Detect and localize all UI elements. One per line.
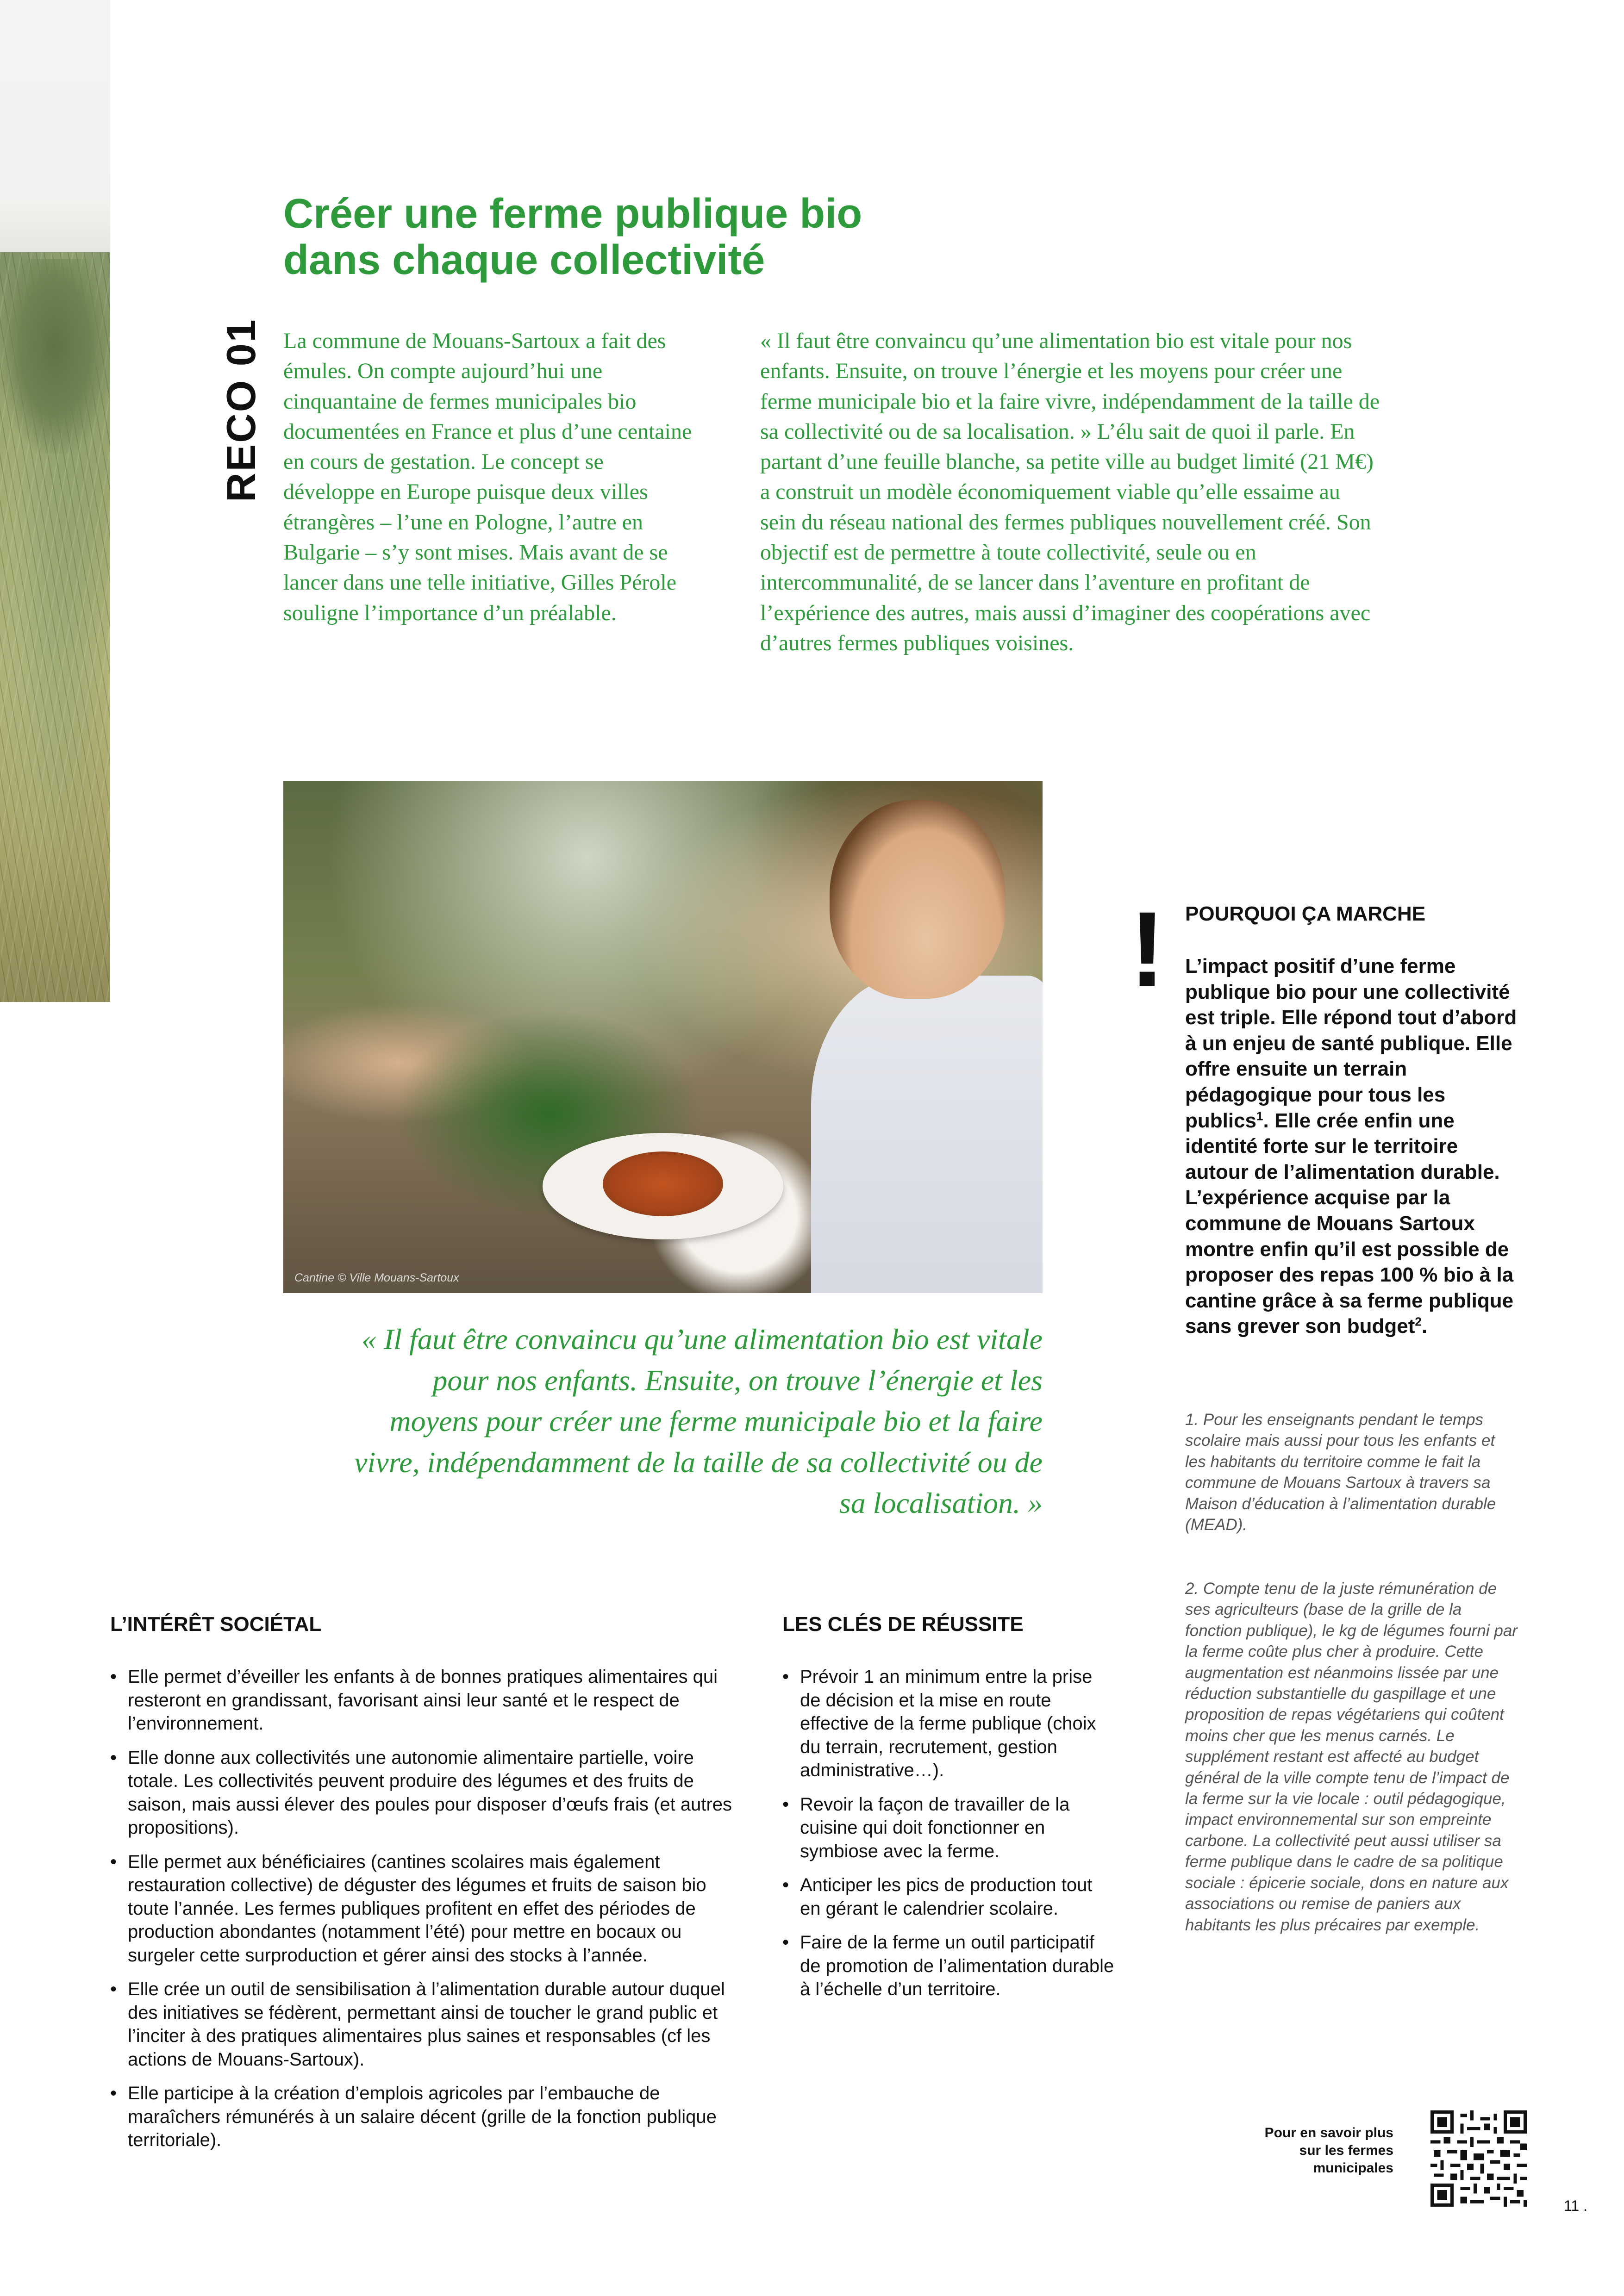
qr-code-icon[interactable] [1430, 2110, 1527, 2207]
more-info-text: Pour en savoir plus sur les fermes municipales [1264, 2125, 1393, 2176]
page-title [283, 191, 1070, 283]
footnote-1: 1. Pour les enseignants pendant le temps scolaire mais aussi pour tous les enfants et les habitants du territoire comme le fait la commune de Mouans Sartoux à travers sa Maison d’éducation à l’alimentation durable (MEAD). [1185, 1411, 1496, 1534]
exclamation-icon: ! [1130, 890, 1165, 1008]
list-item: • Elle participe à la création d’emplois agricoles par l’embauche de maraîchers rémunérés à un salaire décent (grille de la fonction publique territoriale). [110, 2082, 735, 2152]
page-number: 11 . [1564, 2197, 1587, 2214]
canteen-photo [283, 781, 1043, 1293]
interet-societal-list [110, 1665, 735, 2163]
list-item: • Elle permet aux bénéficiaires (cantines scolaires mais également restauration collective) de déguster des légumes et fruits de saison bio toute l’année. Les fermes publiques profitent en effet des périodes de production abondantes (notamment l’été) pour mettre en bocaux ou surgeler cette surproduction et gérer ainsi des stocks à l’année. [110, 1850, 735, 1967]
footnote-ref-2: 2 [1415, 1314, 1422, 1329]
sidebar-body [1185, 953, 1523, 1339]
intro-right-paragraph: « Il faut être convaincu qu’une alimentation bio est vitale pour nos enfants. Ensuite, on trouve l’énergie et les moyens pour créer une ferme municipale bio et la faire vivre, indépendamment de la taille de sa collectivité ou de sa localisation. » L’élu sait de quoi il parle. En partant d’une feuille blanche, sa petite ville au budget limité (21 M€) a construit un modèle économiquement viable qu’elle essaime au sein du réseau national des fermes publiques nouvellement créé. Son objectif est de permettre à toute collectivité, seule ou en intercommunalité, de se lancer dans l’aventure en profitant de l’expérience des autres, mais aussi d’imaginer des coopérations avec d’autres fermes publiques voisines. [760, 329, 1380, 655]
section-heading-interet-societal: L’INTÉRÊT SOCIÉTAL [110, 1613, 322, 1636]
list-item: • Anticiper les pics de production tout en gérant le calendrier scolaire. [782, 1873, 1116, 1920]
section-heading-cles-reussite: LES CLÉS DE RÉUSSITE [782, 1613, 1024, 1636]
list-item: • Elle crée un outil de sensibilisation à l’alimentation durable autour duquel des initiatives se fédèrent, permettant ainsi de toucher le grand public et l’inciter à des pratiques alimentaires plus saines et responsables (cf les actions de Mouans-Sartoux). [110, 1978, 735, 2071]
title-line-2: dans chaque collectivité [283, 237, 765, 283]
side-photo-strip [0, 0, 110, 1002]
sidebar-body-part2: . Elle crée enfin une identité forte sur le territoire autour de l’alimentation durable. L’expérience acquise par la commune de Mouans Sartoux montre enfin qu’il est possible de proposer des repas 100 % bio à la cantine grâce à sa ferme publique sans grever son budget [1185, 1109, 1514, 1338]
list-item: • Revoir la façon de travailler de la cuisine qui doit fonctionner en symbiose avec la ferme. [782, 1793, 1116, 1863]
pull-quote: « Il faut être convaincu qu’une alimentation bio est vitale pour nos enfants. Ensuite, on trouve l’énergie et les moyens pour créer une ferme municipale bio et la faire vivre, indépendamment de la taille de sa collectivité ou de sa localisation. » [354, 1323, 1043, 1519]
reco-label: RECO 01 [218, 318, 264, 502]
list-item: • Faire de la ferme un outil participatif de promotion de l’alimentation durable à l’échelle d’un territoire. [782, 1931, 1116, 2001]
sidebar-body-part1: L’impact positif d’une ferme publique bio pour une collectivité est triple. Elle répond tout d’abord à un enjeu de santé publique. Elle offre ensuite un terrain pédagogique pour tous les publics [1185, 955, 1517, 1132]
footnote-ref-1: 1 [1256, 1108, 1263, 1123]
list-item: • Prévoir 1 an minimum entre la prise de décision et la mise en route effective de la ferme publique (choix du terrain, recrutement, gestion administrative…). [782, 1665, 1116, 1782]
photo-caption: Cantine © Ville Mouans-Sartoux [294, 1271, 459, 1284]
footnote-2: 2. Compte tenu de la juste rémunération de ses agriculteurs (base de la grille de la fonction publique), le kg de légumes fourni par la ferme coûte plus cher à produire. Cette augmentation est néanmoins lissée par une réduction substantielle du gaspillage et une proposition de repas végétariens qui coûtent moins cher que les menus carnés. Le supplément restant est affecté au budget général de la ville compte tenu de l’impact de la ferme sur la vie locale : outil pédagogique, impact environnemental sur son empreinte carbone. La collectivité peut aussi utiliser sa ferme publique dans le cadre de sa politique sociale : épicerie sociale, dons en nature aux associations ou remise de paniers aux habitants les plus précaires par exemple. [1185, 1580, 1518, 1934]
intro-left-paragraph: La commune de Mouans-Sartoux a fait des émules. On compte aujourd’hui une cinquantaine de fermes municipales bio documentées en France et plus d’une centaine en cours de gestation. Le concept se développe en Europe puisque deux villes étrangères – l’une en Pologne, l’autre en Bulgarie – s’y sont mises. Mais avant de se lancer dans une telle initiative, Gilles Pérole souligne l’importance d’un préalable. [283, 329, 692, 625]
title-line-1: Créer une ferme publique bio [283, 191, 862, 237]
sidebar-body-part3: . [1421, 1315, 1428, 1338]
list-item: • Elle permet d’éveiller les enfants à de bonnes pratiques alimentaires qui resteront en grandissant, favorisant ainsi leur santé et le respect de l’environnement. [110, 1665, 735, 1736]
sidebar-heading: POURQUOI ÇA MARCHE [1185, 902, 1426, 925]
list-item: • Elle donne aux collectivités une autonomie alimentaire partielle, voire totale. Les collectivités peuvent produire des légumes et des fruits de saison, mais aussi élever des poules pour disposer d’œufs frais (et autres propositions). [110, 1746, 735, 1840]
cles-reussite-list [782, 1665, 1116, 2012]
